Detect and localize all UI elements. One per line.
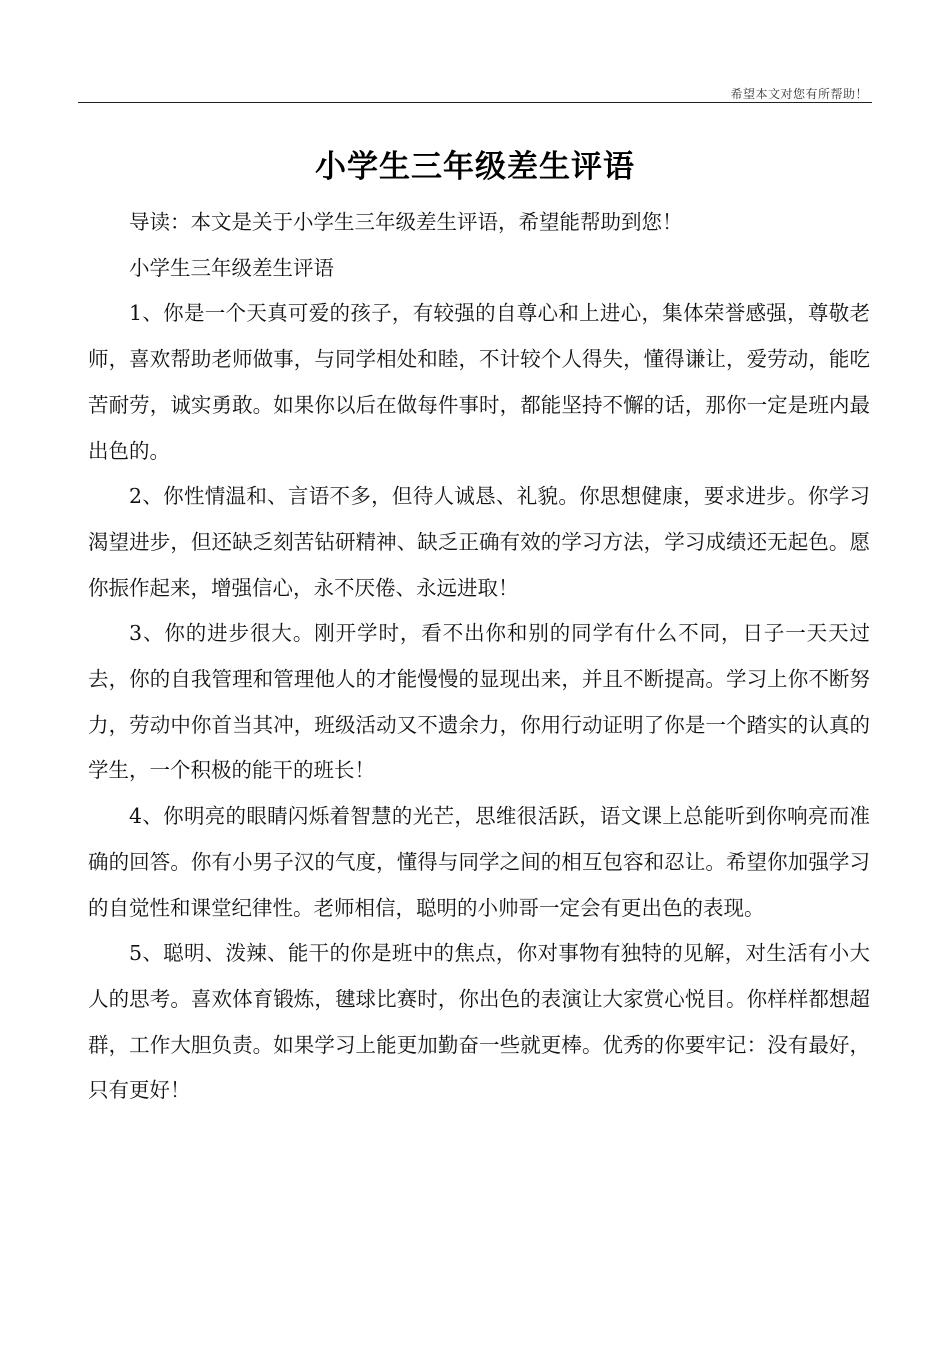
comment-paragraph-5: 5、聪明、泼辣、能干的你是班中的焦点，你对事物有独特的见解，对生活有小大人的思考。喜欢体育锻炼，毽球比赛时，你出色的表演让大家赏心悦目。你样样都想超群，工作大胆负责。如果学习上能更加勤奋一些就更棒。优秀的你要牢记：没有最好，只有更好！ (88, 941, 870, 1103)
document-title: 小学生三年级差生评语 (315, 148, 635, 185)
header-note: 希望本文对您有所帮助！ (730, 87, 868, 101)
comment-paragraph-4: 4、你明亮的眼睛闪烁着智慧的光芒，思维很活跃，语文课上总能听到你响亮而准确的回答。你有小男子汉的气度，懂得与同学之间的相互包容和忍让。希望你加强学习的自觉性和课堂纪律性。老师相信，聪明的小帅哥一定会有更出色的表现。 (88, 804, 870, 920)
comment-paragraph-3: 3、你的进步很大。刚开学时，看不出你和别的同学有什么不同，日子一天天过去，你的自我管理和管理他人的才能慢慢的显现出来，并且不断提高。学习上你不断努力，劳动中你首当其冲，班级活动又不遗余力，你用行动证明了你是一个踏实的认真的学生，一个积极的能干的班长！ (88, 621, 870, 783)
comment-paragraph-1: 1、你是一个天真可爱的孩子，有较强的自尊心和上进心，集体荣誉感强，尊敬老师，喜欢帮助老师做事，与同学相处和睦，不计较个人得失，懂得谦让，爱劳动，能吃苦耐劳，诚实勇敢。如果你以后在做每件事时，都能坚持不懈的话，那你一定是班内最出色的。 (88, 301, 870, 463)
comment-paragraph-2: 2、你性情温和、言语不多，但待人诚恳、礼貌。你思想健康，要求进步。你学习渴望进步，但还缺乏刻苦钻研精神、缺乏正确有效的学习方法，学习成绩还无起色。愿你振作起来，增强信心，永不厌倦、永远进取！ (88, 484, 870, 600)
intro-paragraph: 导读：本文是关于小学生三年级差生评语，希望能帮助到您！ (129, 210, 683, 234)
document-body (88, 200, 870, 1114)
header-divider (78, 102, 872, 103)
section-subtitle: 小学生三年级差生评语 (129, 255, 334, 280)
